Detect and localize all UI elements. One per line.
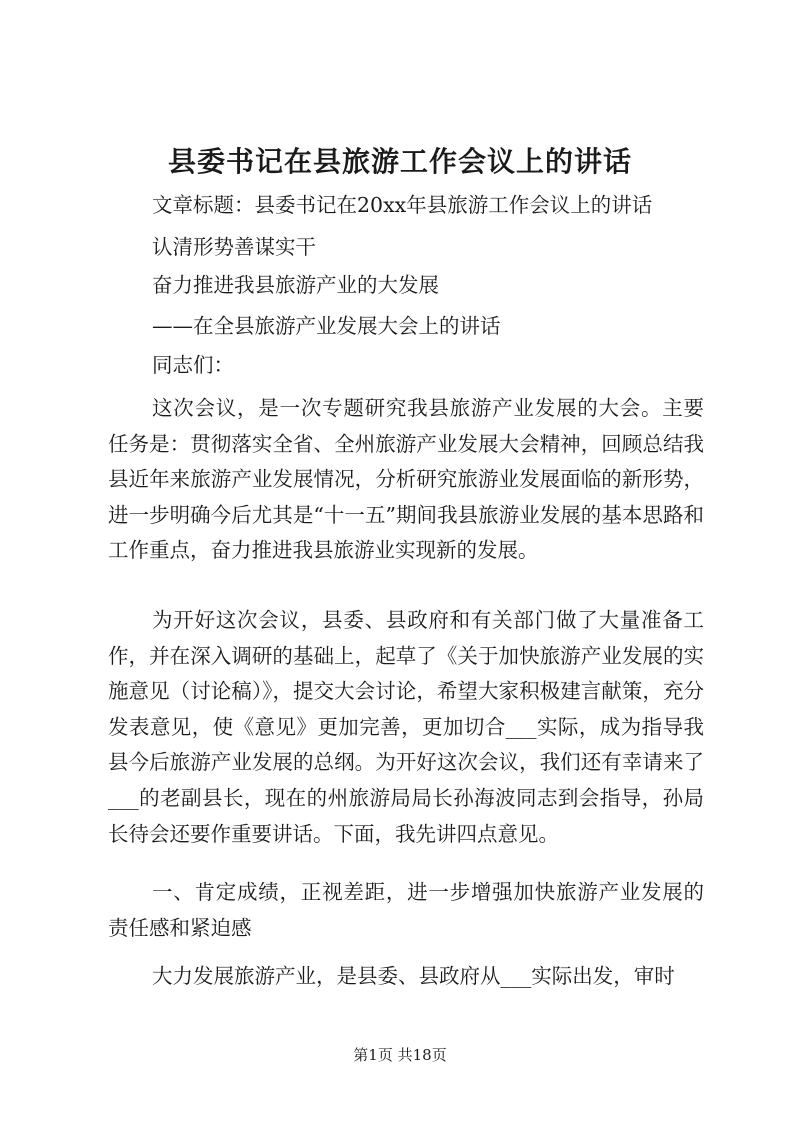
subtitle-line-2: 奋力推进我县旅游产业的大发展 — [152, 273, 439, 297]
subtitle-line-3: ——在全县旅游产业发展大会上的讲话 — [152, 314, 501, 338]
paragraph-2: 为开好这次会议，县委、县政府和有关部门做了大量准备工作，并在深入调研的基础上，起草了《关于加快旅游产业发展的实施意见（讨论稿）》，提交大会讨论，希望大家积极建言献策，充分发表意见，使《意见》更加完善，更加切合___实际，成为指导我县今后旅游产业发展的总纲。为开好这次会议，我们还有幸请来了___的老副县长，现在的州旅游局局长孙海波同志到会指导，孙局长待会还要作重要讲话。下面，我先讲四点意见。 — [108, 608, 704, 846]
article-title-line: 文章标题：县委书记在20xx年县旅游工作会议上的讲话 — [152, 193, 653, 217]
page-number: 第1页 共18页 — [353, 1046, 447, 1064]
paragraph-3: 大力发展旅游产业，是县委、县政府从___实际出发，审时 — [152, 964, 675, 988]
document-title: 县委书记在县旅游工作会议上的讲话 — [167, 145, 632, 178]
salutation: 同志们： — [152, 353, 234, 377]
subtitle-line-1: 认清形势善谋实干 — [152, 235, 316, 259]
section-heading-1: 一、肯定成绩，正视差距，进一步增强加快旅游产业发展的责任感和紧迫感 — [108, 880, 704, 940]
paragraph-1: 这次会议，是一次专题研究我县旅游产业发展的大会。主要任务是：贯彻落实全省、全州旅游产业发展大会精神，回顾总结我县近年来旅游产业发展情况，分析研究旅游业发展面临的新形势，进一步明确今后尤其是“十一五”期间我县旅游业发展的基本思路和工作重点，奋力推进我县旅游业实现新的发展。 — [108, 396, 704, 563]
